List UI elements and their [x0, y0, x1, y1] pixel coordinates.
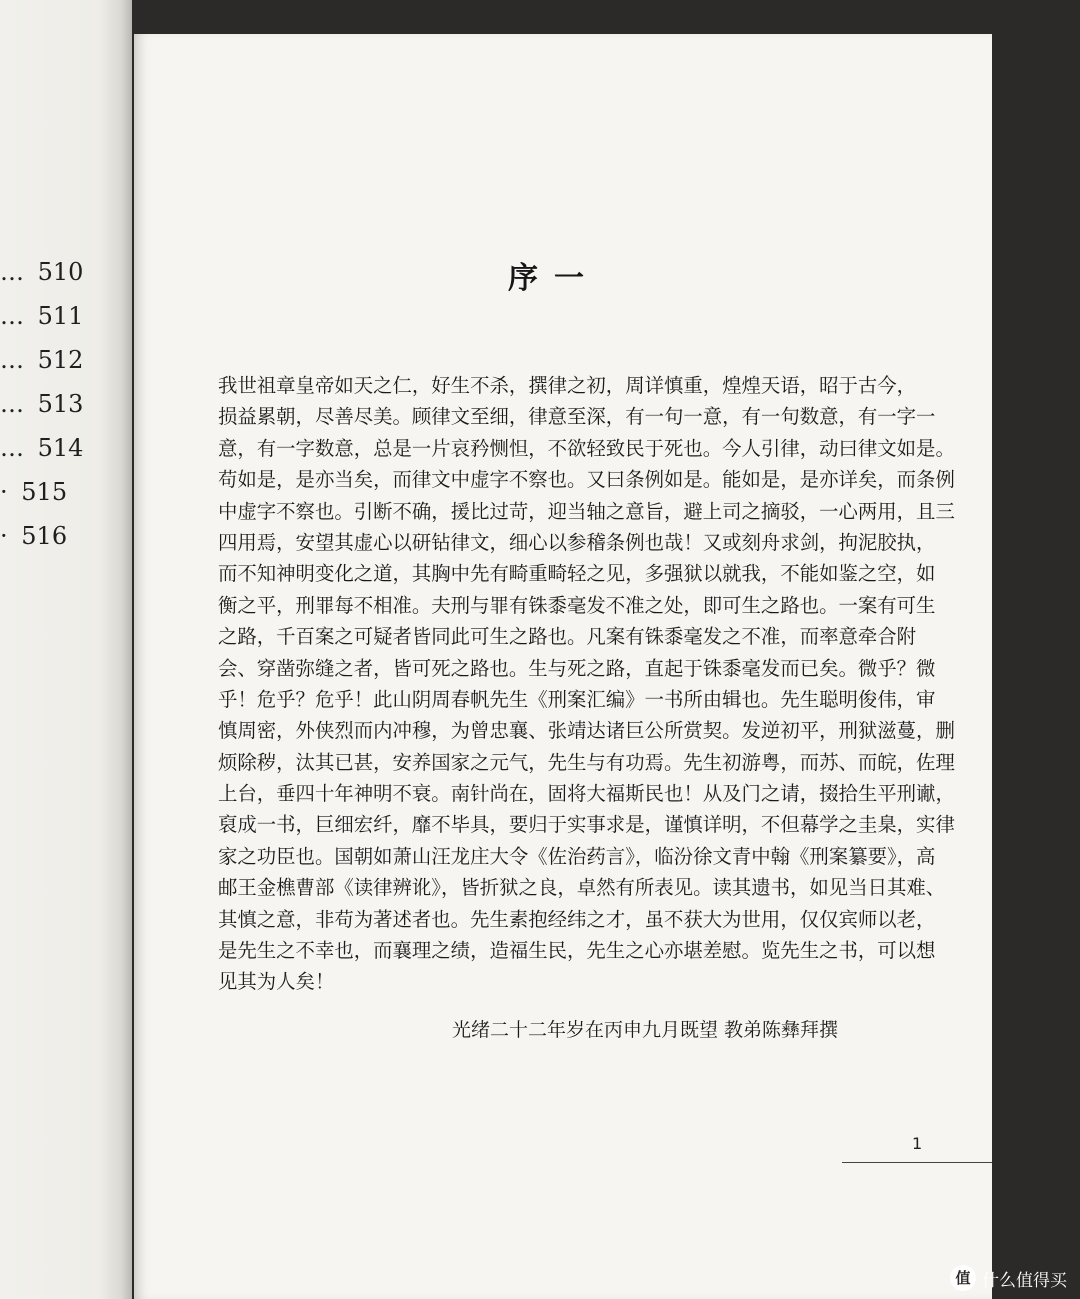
toc-entry	[0, 390, 100, 426]
body-line: 我世祖章皇帝如天之仁，好生不杀，撰律之初，周详慎重，煌煌天语，昭于古今，	[218, 374, 917, 397]
body-line: 四用焉，安望其虚心以研钻律文，细心以参稽条例也哉！又或刻舟求剑，拘泥胶执，	[218, 530, 936, 554]
body-line: 上台，垂四十年神明不衰。南针尚在，固将大福斯民也！从及门之请，掇拾生平刑谳，	[218, 782, 955, 806]
page-title: 序一	[508, 261, 600, 296]
toc-dots: …	[0, 302, 26, 330]
body-line: 是先生之不幸也，而襄理之绩，造福生民，先生之心亦堪差慰。览先生之书，可以想	[218, 939, 936, 963]
body-line: 见其为人矣！	[218, 970, 335, 994]
toc-dots: ·	[0, 478, 10, 506]
watermark-logo-icon: 值	[950, 1265, 976, 1291]
body-line: 家之功臣也。国朝如萧山汪龙庄大令《佐治药言》，临汾徐文青中翰《刑案纂要》，高	[218, 844, 936, 868]
toc-page-number: 513	[37, 390, 84, 418]
watermark-text: 什么值得买	[982, 1270, 1067, 1291]
page-number: 1	[912, 1134, 923, 1153]
toc-entry	[0, 434, 100, 470]
preface-body	[218, 370, 955, 998]
body-line: 裒成一书，巨细宏纤，靡不毕具，要归于实事求是，谨慎详明，不但幕学之圭臬，实律	[218, 813, 955, 837]
body-line: 烦除秽，汰其已甚，安养国家之元气，先生与有功焉。先生初游粤，而苏、而皖，佐理	[218, 750, 955, 774]
body-line: 乎！危乎？危乎！此山阴周春帆先生《刑案汇编》一书所由辑也。先生聪明俊伟，审	[218, 687, 936, 711]
toc-dots: …	[0, 346, 26, 374]
toc-page-number: 514	[37, 434, 84, 462]
body-line: 邮王金樵曹部《读律辨讹》，皆折狱之良，卓然有所表见。读其遗书，如见当日其难、	[218, 876, 946, 900]
body-line: 其慎之意，非苟为著述者也。先生素抱经纬之才，虽不获大为世用，仅仅宾师以老，	[218, 907, 936, 931]
body-line: 衡之平，刑罪每不相准。夫刑与罪有铢黍毫发不准之处，即可生之路也。一案有可生	[218, 593, 936, 617]
toc-entry	[0, 478, 100, 514]
toc-page-number: 516	[21, 522, 68, 550]
toc-entry	[0, 346, 100, 382]
toc-entry	[0, 522, 100, 558]
body-line: 苟如是，是亦当矣，而律文中虚字不察也。又曰条例如是。能如是，是亦详矣，而条例	[218, 468, 955, 492]
toc-page-number: 511	[37, 302, 84, 330]
left-page	[0, 0, 132, 1299]
toc-page-number: 510	[37, 258, 84, 286]
body-line: 慎周密，外侠烈而内冲穆，为曾忠襄、张靖达诸巨公所赏契。发逆初平，刑狱滋蔓，删	[218, 719, 955, 743]
toc-entry	[0, 302, 100, 338]
body-line: 而不知神明变化之道，其胸中先有畸重畸轻之见，多强狱以就我，不能如鉴之空，如	[218, 562, 936, 586]
body-line: 中虚字不察也。引断不确，援比过苛，迎当轴之意旨，避上司之摘驳，一心两用，且三	[218, 499, 955, 523]
toc-entry	[0, 258, 100, 294]
body-line: 意，有一字数意，总是一片哀矜恻怛，不欲轻致民于死也。今人引律，动曰律文如是。	[218, 436, 955, 460]
watermark	[950, 1262, 1067, 1294]
signature-line: 光绪二十二年岁在丙申九月既望 教弟陈彝拜撰	[452, 1019, 839, 1041]
toc-page-number: 512	[37, 346, 84, 374]
right-page	[134, 34, 992, 1299]
body-line: 会、穿凿弥缝之者，皆可死之路也。生与死之路，直起于铢黍毫发而已矣。微乎？微	[218, 656, 936, 680]
toc-dots: …	[0, 258, 26, 286]
toc-dots: …	[0, 390, 26, 418]
body-line: 之路，千百案之可疑者皆同此可生之路也。凡案有铢黍毫发之不准，而率意牵合附	[218, 625, 917, 649]
body-line: 损益累朝，尽善尽美。顾律文至细，律意至深，有一句一意，有一句数意，有一字一	[218, 405, 936, 429]
footer-rule	[842, 1162, 992, 1163]
toc-dots: …	[0, 434, 26, 462]
toc-dots: ·	[0, 522, 10, 550]
toc-page-number: 515	[21, 478, 68, 506]
